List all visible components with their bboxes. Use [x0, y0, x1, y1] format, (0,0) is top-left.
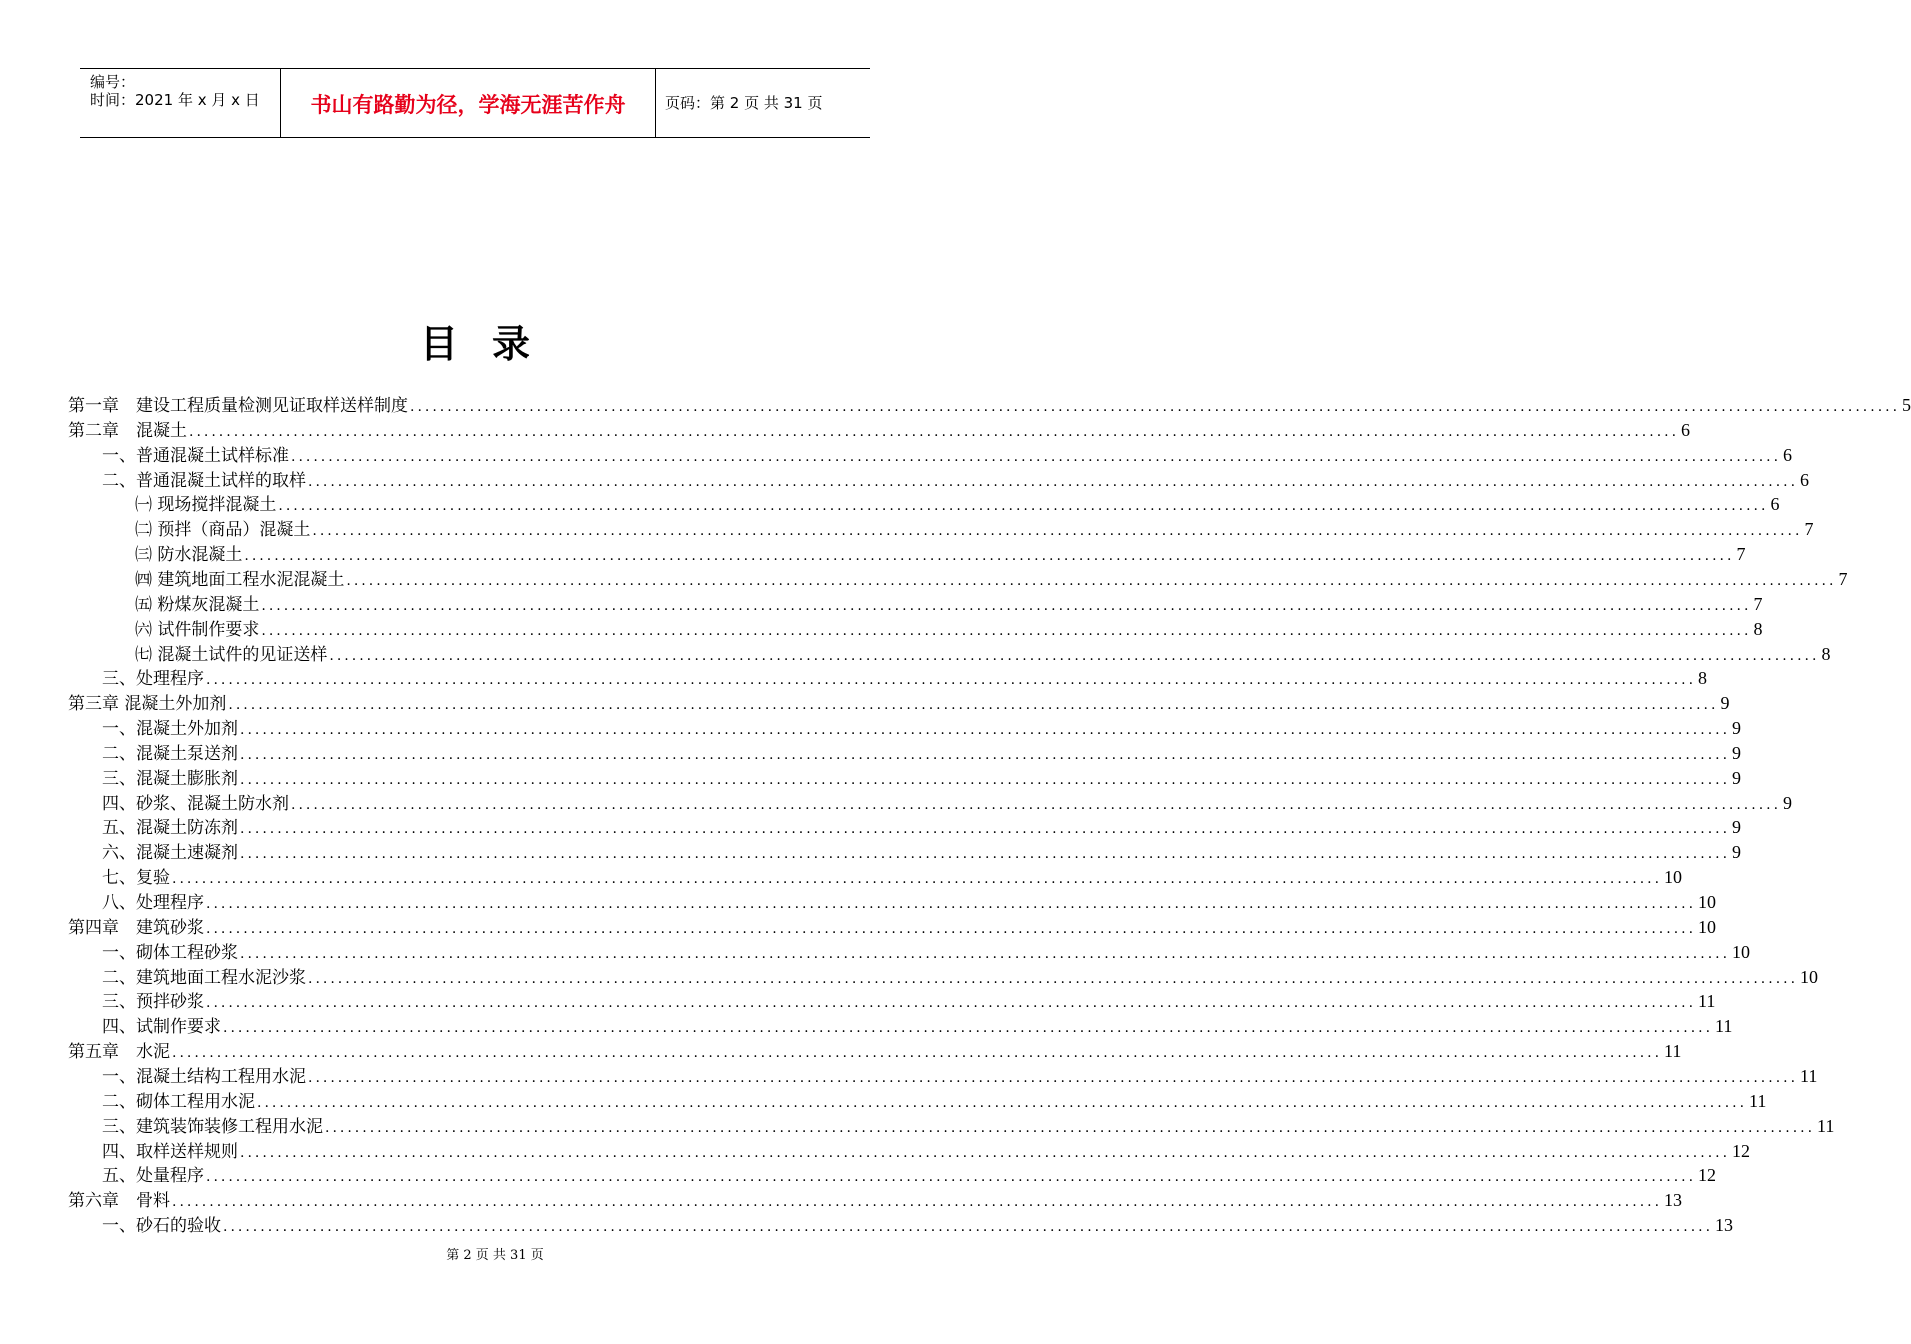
- toc-entry-page: 10: [1732, 941, 1751, 962]
- toc-entry[interactable]: [68, 418, 1691, 443]
- toc-entry[interactable]: [68, 915, 1717, 940]
- toc-dot-leader: ........................................................................................................................................................................................................: [329, 647, 1820, 664]
- toc-dot-leader: ........................................................................................................................................................................................................: [257, 1094, 1748, 1111]
- toc-entry-page: 8: [1821, 643, 1831, 664]
- toc-entry[interactable]: [102, 815, 1742, 840]
- toc-entry[interactable]: [102, 1089, 1767, 1114]
- toc-entry-label: 三、建筑装饰装修工程用水泥: [102, 1116, 323, 1137]
- toc-entry[interactable]: [68, 1039, 1682, 1064]
- toc-dot-leader: ........................................................................................................................................................................................................: [278, 498, 1769, 515]
- toc-dot-leader: ........................................................................................................................................................................................................: [172, 871, 1663, 888]
- toc-entry-label: 五、混凝土防冻剂: [102, 818, 238, 839]
- toc-entry-label: 一、普通混凝土试样标准: [102, 445, 289, 466]
- toc-entry-label: 第三章 混凝土外加剂: [68, 694, 227, 715]
- toc-dot-leader: ........................................................................................................................................................................................................: [206, 995, 1697, 1012]
- toc-dot-leader: ........................................................................................................................................................................................................: [308, 473, 1799, 490]
- toc-entry-page: 13: [1664, 1190, 1683, 1211]
- toc-entry[interactable]: [135, 517, 1814, 542]
- toc-entry-page: 9: [1732, 742, 1742, 763]
- toc-entry-page: 6: [1800, 469, 1810, 490]
- header-motto-cell: [280, 69, 656, 137]
- toc-dot-leader: ........................................................................................................................................................................................................: [206, 920, 1697, 937]
- toc-entry-label: 第四章 建筑砂浆: [68, 917, 204, 938]
- toc-entry[interactable]: [102, 443, 1793, 468]
- toc-entry[interactable]: [102, 890, 1717, 915]
- toc-entry[interactable]: [102, 940, 1751, 965]
- toc-entry[interactable]: [102, 840, 1742, 865]
- toc-entry-label: 一、混凝土外加剂: [102, 719, 238, 740]
- toc-dot-leader: ........................................................................................................................................................................................................: [312, 523, 1803, 540]
- toc-entry-label: 三、处理程序: [102, 669, 204, 690]
- toc-entry-page: 8: [1698, 668, 1708, 689]
- toc-dot-leader: ........................................................................................................................................................................................................: [291, 448, 1782, 465]
- toc-entry[interactable]: [102, 1139, 1751, 1164]
- toc-dot-leader: ........................................................................................................................................................................................................: [172, 1194, 1663, 1211]
- toc-dot-leader: ........................................................................................................................................................................................................: [410, 399, 1901, 415]
- toc-dot-leader: ........................................................................................................................................................................................................: [240, 846, 1731, 863]
- toc-entry[interactable]: [102, 1114, 1835, 1139]
- toc-entry[interactable]: [68, 393, 1911, 418]
- toc-entry-label: 七、复验: [102, 868, 170, 889]
- header-page-cell: [655, 69, 870, 137]
- toc-entry[interactable]: [68, 1188, 1683, 1213]
- page-footer: 第 2 页 共 31 页: [446, 1248, 544, 1263]
- toc-entry-page: 12: [1698, 1165, 1717, 1186]
- toc-entry-label: ㈡ 预拌（商品）混凝土: [135, 520, 311, 541]
- toc-dot-leader: ........................................................................................................................................................................................................: [291, 796, 1782, 813]
- toc-entry-page: 9: [1720, 693, 1730, 714]
- toc-entry[interactable]: [102, 1213, 1734, 1238]
- toc-dot-leader: ........................................................................................................................................................................................................: [223, 1020, 1714, 1037]
- toc-entry-label: 三、预拌砂浆: [102, 992, 204, 1013]
- toc-entry-page: 9: [1732, 767, 1742, 788]
- toc-entry-page: 12: [1732, 1140, 1751, 1161]
- toc-entry-label: 五、处量程序: [102, 1166, 204, 1187]
- toc-dot-leader: ........................................................................................................................................................................................................: [206, 896, 1697, 912]
- toc-entry[interactable]: [102, 989, 1716, 1014]
- toc-dot-leader: ........................................................................................................................................................................................................: [240, 1144, 1731, 1161]
- toc-dot-leader: ........................................................................................................................................................................................................: [206, 1169, 1697, 1186]
- toc-entry-page: 11: [1749, 1090, 1767, 1111]
- date-line: 时间：2021 年 x 月 x 日: [90, 91, 260, 109]
- toc-entry[interactable]: [102, 965, 1819, 990]
- toc-entry-label: 第一章 建设工程质量检测见证取样送样制度: [68, 396, 408, 416]
- toc-entry-label: 四、砂浆、混凝土防水剂: [102, 793, 289, 814]
- toc-entry-label: 三、混凝土膨胀剂: [102, 768, 238, 789]
- toc-entry-page: 7: [1753, 593, 1763, 614]
- toc-entry-page: 10: [1698, 892, 1717, 912]
- toc-dot-leader: ........................................................................................................................................................................................................: [240, 771, 1731, 788]
- toc-entry[interactable]: [102, 1014, 1733, 1039]
- toc-entry-page: 6: [1783, 444, 1793, 465]
- toc-entry[interactable]: [102, 468, 1810, 493]
- toc-dot-leader: ........................................................................................................................................................................................................: [240, 821, 1731, 838]
- toc-entry-label: ㈦ 混凝土试件的见证送样: [135, 644, 328, 665]
- toc-entry-page: 5: [1902, 395, 1911, 415]
- toc-entry-label: ㈥ 试件制作要求: [135, 619, 260, 640]
- toc-dot-leader: ........................................................................................................................................................................................................: [346, 572, 1837, 589]
- toc-entry[interactable]: [102, 865, 1683, 890]
- toc-entry-page: 11: [1664, 1041, 1682, 1062]
- toc-dot-leader: ........................................................................................................................................................................................................: [261, 622, 1752, 639]
- toc-entry-label: 一、砌体工程砂浆: [102, 942, 238, 963]
- toc-entry[interactable]: [102, 766, 1742, 791]
- toc-dot-leader: ........................................................................................................................................................................................................: [308, 1069, 1799, 1086]
- toc-dot-leader: ........................................................................................................................................................................................................: [240, 945, 1731, 962]
- toc-entry[interactable]: [102, 791, 1793, 816]
- toc-entry-page: 13: [1715, 1215, 1734, 1236]
- toc-entry-page: 10: [1664, 867, 1683, 888]
- toc-entry-page: 7: [1736, 544, 1746, 565]
- toc-dot-leader: ........................................................................................................................................................................................................: [244, 548, 1735, 565]
- toc-entry-label: ㈠ 现场搅拌混凝土: [135, 495, 277, 516]
- toc-dot-leader: ........................................................................................................................................................................................................: [228, 697, 1719, 714]
- toc-dot-leader: ........................................................................................................................................................................................................: [223, 1219, 1714, 1236]
- header-page-code: 页码：第 2 页 共 31 页: [665, 94, 823, 112]
- toc-entry[interactable]: [135, 567, 1848, 592]
- toc-entry[interactable]: [102, 716, 1742, 741]
- toc-entry-label: 二、混凝土泵送剂: [102, 743, 238, 764]
- motto-text: 书山有路勤为径，学海无涯苦作舟: [310, 93, 626, 117]
- toc-entry-page: 7: [1804, 519, 1814, 540]
- toc-entry-page: 9: [1732, 817, 1742, 838]
- toc-entry[interactable]: [102, 666, 1708, 691]
- toc-entry-label: 二、砌体工程用水泥: [102, 1091, 255, 1112]
- toc-title: 目录: [419, 322, 564, 366]
- page-header: [80, 68, 870, 138]
- toc-entry-page: 9: [1732, 842, 1742, 863]
- toc-entry-label: ㈤ 粉煤灰混凝土: [135, 594, 260, 615]
- toc-entry-label: 四、试制作要求: [102, 1017, 221, 1038]
- toc-dot-leader: ........................................................................................................................................................................................................: [189, 423, 1680, 440]
- toc-entry[interactable]: [102, 741, 1742, 766]
- toc-entry[interactable]: [135, 492, 1780, 517]
- toc-entry[interactable]: [135, 542, 1746, 567]
- toc-entry-page: 11: [1817, 1115, 1835, 1136]
- toc-entry-label: ㈢ 防水混凝土: [135, 545, 243, 566]
- toc-entry-label: 一、混凝土结构工程用水泥: [102, 1066, 306, 1087]
- toc-entry-page: 11: [1800, 1065, 1818, 1086]
- toc-entry-page: 9: [1732, 718, 1742, 739]
- toc-entry[interactable]: [135, 617, 1763, 642]
- toc-entry-label: 一、砂石的验收: [102, 1216, 221, 1237]
- toc-entry-page: 7: [1838, 568, 1848, 589]
- header-meta-cell: [80, 69, 280, 137]
- toc-dot-leader: ........................................................................................................................................................................................................: [172, 1045, 1663, 1062]
- toc-entry-label: ㈣ 建筑地面工程水泥混凝土: [135, 569, 345, 590]
- toc-entry-page: 10: [1698, 916, 1717, 937]
- toc-entry-label: 第六章 骨料: [68, 1191, 170, 1212]
- toc-dot-leader: ........................................................................................................................................................................................................: [240, 722, 1731, 739]
- toc-entry-page: 10: [1800, 966, 1819, 987]
- toc-dot-leader: ........................................................................................................................................................................................................: [325, 1119, 1816, 1136]
- toc-dot-leader: ........................................................................................................................................................................................................: [240, 746, 1731, 763]
- toc-entry-label: 第五章 水泥: [68, 1042, 170, 1063]
- toc-dot-leader: ........................................................................................................................................................................................................: [261, 597, 1752, 614]
- toc-entry-label: 六、混凝土速凝剂: [102, 843, 238, 864]
- toc-entry-label: 二、建筑地面工程水泥沙浆: [102, 967, 306, 988]
- document-number-label: 编号：: [90, 73, 136, 91]
- toc-entry[interactable]: [68, 691, 1730, 716]
- toc-entry[interactable]: [102, 1064, 1818, 1089]
- toc-entry-page: 11: [1715, 1016, 1733, 1037]
- toc-entry-page: 6: [1770, 494, 1780, 515]
- toc-entry-page: 6: [1681, 419, 1691, 440]
- toc-entry-label: 二、普通混凝土试样的取样: [102, 470, 306, 491]
- toc-entry-label: 八、处理程序: [102, 893, 204, 913]
- toc-entry-page: 11: [1698, 991, 1716, 1012]
- toc-entry-label: 四、取样送样规则: [102, 1141, 238, 1162]
- toc-entry-page: 8: [1753, 618, 1763, 639]
- toc-entry[interactable]: [135, 592, 1763, 617]
- toc-entry-label: 第二章 混凝土: [68, 420, 187, 441]
- toc-entry-page: 9: [1783, 792, 1793, 813]
- toc-entry[interactable]: [135, 642, 1831, 667]
- toc-dot-leader: ........................................................................................................................................................................................................: [308, 970, 1799, 987]
- toc-entry[interactable]: [102, 1163, 1717, 1188]
- toc-dot-leader: ........................................................................................................................................................................................................: [206, 672, 1697, 689]
